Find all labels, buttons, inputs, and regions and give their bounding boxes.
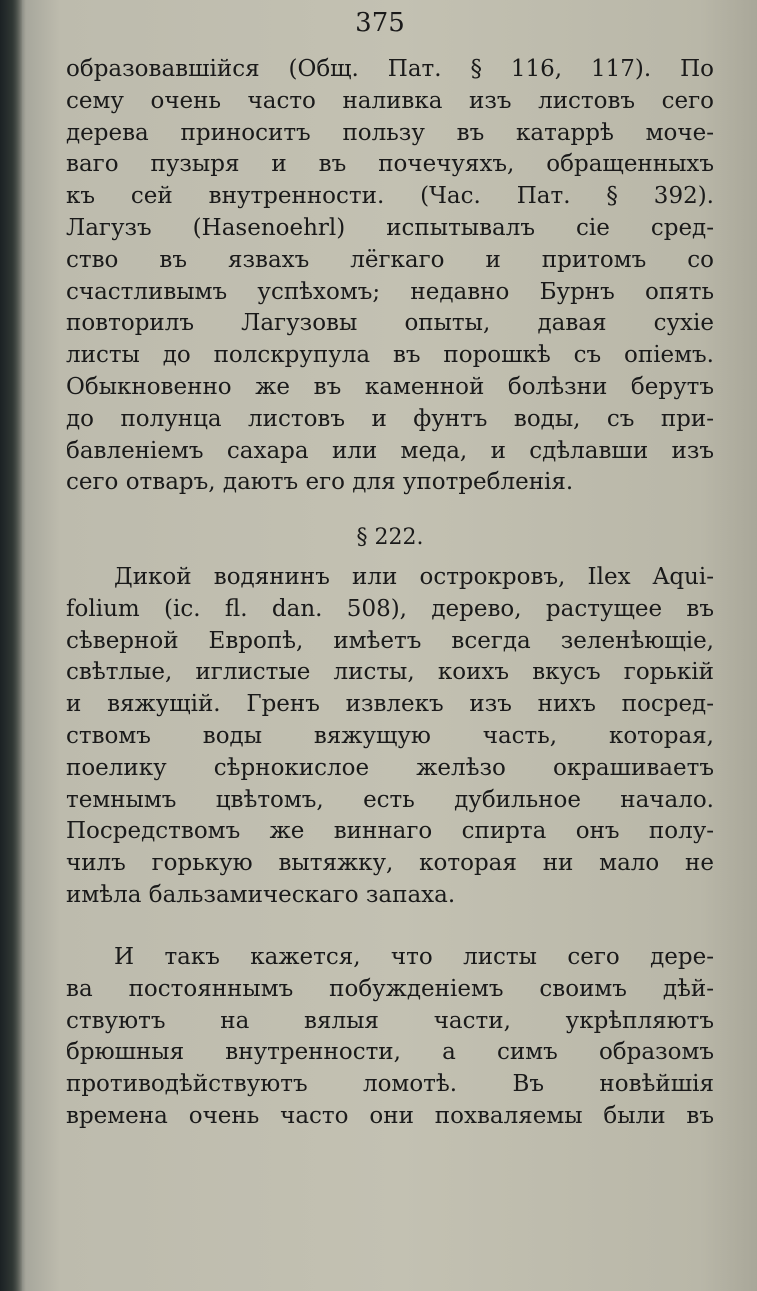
text-line: бавленіемъ сахара или меда, и сдѣлавши изъ [66,437,714,464]
text-line: листы до полскрупула въ порошкѣ съ опіемъ. [66,342,714,369]
text-line: Лагузъ (Hasenoehrl) испытывалъ сіе сред- [66,214,714,241]
paragraph-3 [66,942,714,1133]
text-line: повторилъ Лагузовы опыты, давая сухіе [66,310,714,337]
text-line: ва постояннымъ побужденіемъ своимъ дѣй- [66,975,714,1002]
text-line: дерева приноситъ пользу въ катаррѣ моче- [66,119,714,146]
text-line: И такъ кажется, что листы сего дере- [114,944,714,970]
paragraph-2 [66,562,714,912]
text-line: къ сей внутренности. (Час. Пат. § 392). [66,183,714,210]
text-line: счастливымъ успѣхомъ; недавно Бурнъ опять [66,278,714,305]
text-line: до полунца листовъ и фунтъ воды, съ при- [66,405,714,432]
book-spine [0,0,22,1291]
text-line: folium (ic. fl. dan. 508), дерево, растущее въ [66,595,714,622]
text-line: имѣла бальзамическаго запаха. [66,881,456,908]
text-line: свѣтлые, иглистые листы, коихъ вкусъ горькій [66,659,714,686]
text-line: темнымъ цвѣтомъ, есть дубильное начало. [66,786,714,813]
text-line: ваго пузыря и въ почечуяхъ, обращенныхъ [66,151,714,178]
text-line: Обыкновенно же въ каменной болѣзни берутъ [66,373,714,400]
text-line: сему очень часто наливка изъ листовъ сего [66,87,714,114]
text-line: сего отваръ, даютъ его для употребленія. [66,469,574,496]
text-line: противодѣйствуютъ ломотѣ. Въ новѣйшія [66,1071,714,1098]
text-line: ствомъ воды вяжущую часть, которая, [66,722,714,749]
text-line: брюшныя внутренности, а симъ образомъ [66,1039,714,1066]
page-number: 375 [355,8,405,38]
section-heading: § 222. [356,525,424,550]
text-line: времена очень часто они похваляемы были въ [66,1102,714,1129]
paragraph-1 [66,54,714,499]
text-line: чилъ горькую вытяжку, которая ни мало не [66,850,714,877]
text-line: ство въ язвахъ лёгкаго и притомъ со [66,246,714,273]
text-line: образовавшійся (Общ. Пат. § 116, 117). По [66,56,714,82]
text-line: сѣверной Европѣ, имѣетъ всегда зеленѣющіе, [66,627,714,654]
text-line: Дикой водянинъ или острокровъ, Ilex Aqui- [114,564,714,590]
text-line: ствуютъ на вялыя части, укрѣпляютъ [66,1007,714,1034]
text-line: поелику сѣрнокислое желѣзо окрашиваетъ [66,754,714,781]
text-line: и вяжущій. Гренъ извлекъ изъ нихъ посред- [66,691,714,718]
text-line: Посредствомъ же виннаго спирта онъ полу- [66,818,714,845]
